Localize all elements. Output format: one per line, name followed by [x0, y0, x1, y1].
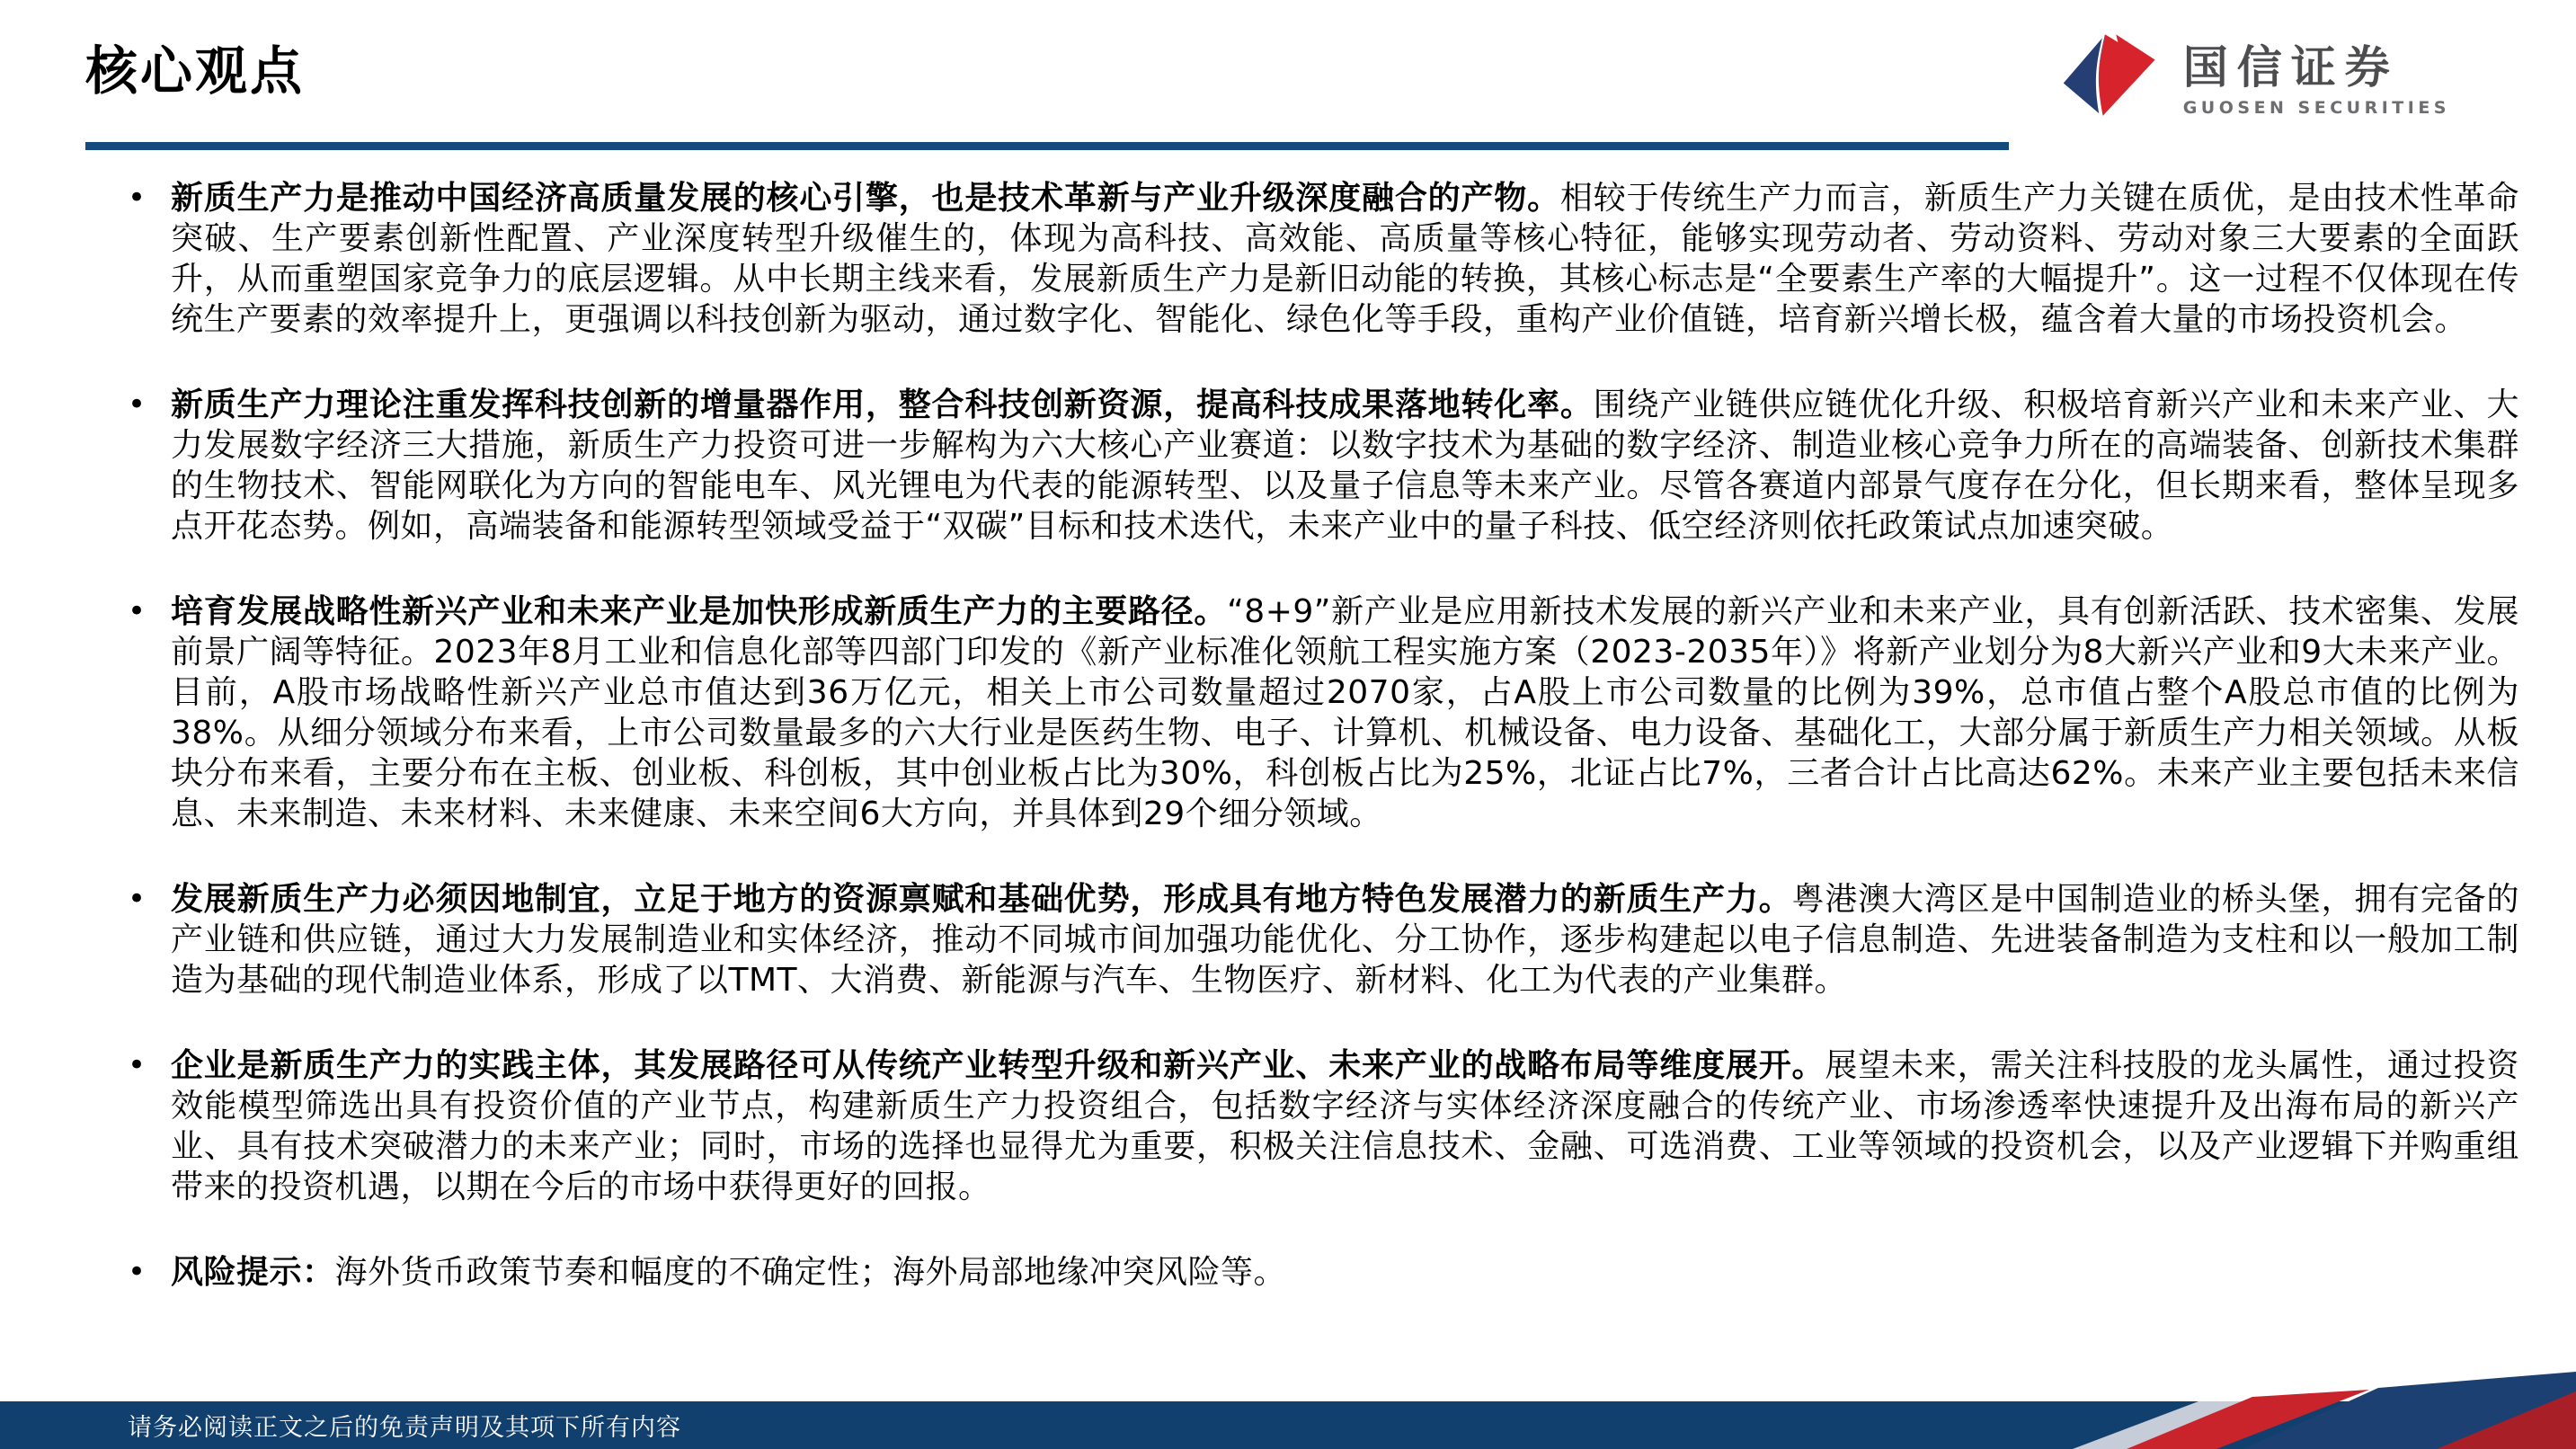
bullet-item-5	[124, 1045, 2519, 1207]
bullet-item-3	[124, 591, 2519, 834]
bullet-lead-3: 培育发展战略性新兴产业和未来产业是加快形成新质生产力的主要路径。	[171, 593, 1228, 630]
bullet-item-2	[124, 385, 2519, 547]
bullet-text-6	[171, 1252, 2519, 1293]
title-underline	[85, 142, 2009, 150]
logo-name-cn: 国信证券	[2182, 41, 2399, 93]
bullet-body-3: “8+9”新产业是应用新技术发展的新兴产业和未来产业，具有创新活跃、技术密集、发展前景广阔等特征。2023年8月工业和信息化部等四部门印发的《新产业标准化领航工程实施方案（2023-2035年）》将新产业划分为8大新兴产业和9大未来产业。目前，A股市场战略性新兴产业总市值达到36万亿元，相关上市公司数量超过2070家，占A股上市公司数量的比例为39%，总市值占整个A股总市值的比例为38%。从细分领域分布来看，上市公司数量最多的六大行业是医药生物、电子、计算机、机械设备、电力设备、基础化工，大部分属于新质生产力相关领域。从板块分布来看，主要分布在主板、创业板、科创板，其中创业板占比为30%，科创板占比为25%，北证占比7%，三者合计占比高达62%。未来产业主要包括未来信息、未来制造、未来材料、未来健康、未来空间6大方向，并具体到29个细分领域。	[171, 593, 2519, 832]
bullet-body-5: 展望未来，需关注科技股的龙头属性，通过投资效能模型筛选出具有投资价值的产业节点，构建新质生产力投资组合，包括数字经济与实体经济深度融合的传统产业、市场渗透率快速提升及出海布局的新兴产业、具有技术突破潜力的未来产业；同时，市场的选择也显得尤为重要，积极关注信息技术、金融、可选消费、工业等领域的投资机会，以及产业逻辑下并购重组带来的投资机遇，以期在今后的市场中获得更好的回报。	[171, 1047, 2519, 1205]
guosen-logo-icon	[2059, 31, 2167, 124]
bullet-marker: •	[128, 593, 147, 629]
bullet-marker: •	[128, 1254, 147, 1290]
bullet-marker: •	[128, 1047, 147, 1083]
bullet-text-3	[171, 591, 2519, 834]
bullet-lead-5: 企业是新质生产力的实践主体，其发展路径可从传统产业转型升级和新兴产业、未来产业的战略布局等维度展开。	[171, 1047, 1825, 1084]
bullet-text-2	[171, 385, 2519, 547]
bullet-marker: •	[128, 180, 147, 216]
bullet-lead-1: 新质生产力是推动中国经济高质量发展的核心引擎，也是技术革新与产业升级深度融合的产物。	[171, 180, 1560, 217]
bullet-item-6	[124, 1252, 2519, 1293]
bullet-body-2: 围绕产业链供应链优化升级、积极培育新兴产业和未来产业、大力发展数字经济三大措施，新质生产力投资可进一步解构为六大核心产业赛道：以数字技术为基础的数字经济、制造业核心竞争力所在的高端装备、创新技术集群的生物技术、智能网联化为方向的智能电车、风光锂电为代表的能源转型、以及量子信息等未来产业。尽管各赛道内部景气度存在分化，但长期来看，整体呈现多点开花态势。例如，高端装备和能源转型领域受益于“双碳”目标和技术迭代，未来产业中的量子科技、低空经济则依托政策试点加速突破。	[171, 387, 2519, 545]
bullet-item-4	[124, 879, 2519, 1000]
bullet-text-1	[171, 178, 2519, 340]
logo-text	[2183, 43, 2450, 118]
bullet-body-6: 海外货币政策节奏和幅度的不确定性；海外局部地缘冲突风险等。	[334, 1254, 1287, 1291]
bullet-lead-6: 风险提示：	[171, 1254, 335, 1291]
bullet-marker: •	[128, 881, 147, 917]
bullet-body-4: 粤港澳大湾区是中国制造业的桥头堡，拥有完备的产业链和供应链，通过大力发展制造业和实体经济，推动不同城市间加强功能优化、分工协作，逐步构建起以电子信息制造、先进装备制造为支柱和以一般加工制造为基础的现代制造业体系，形成了以TMT、大消费、新能源与汽车、生物医疗、新材料、化工为代表的产业集群。	[171, 881, 2519, 999]
bullet-lead-4: 发展新质生产力必须因地制宜，立足于地方的资源禀赋和基础优势，形成具有地方特色发展潜力的新质生产力。	[171, 881, 1792, 918]
bullet-marker: •	[128, 387, 147, 422]
footer-disclaimer: 请务必阅读正文之后的免责声明及其项下所有内容	[128, 1414, 681, 1442]
bullet-list	[124, 178, 2519, 1338]
company-logo	[2059, 31, 2450, 124]
page-title: 核心观点	[85, 40, 306, 102]
bullet-text-5	[171, 1045, 2519, 1207]
logo-name-en: GUOSEN SECURITIES	[2182, 98, 2450, 118]
bullet-item-1	[124, 178, 2519, 340]
bullet-lead-2: 新质生产力理论注重发挥科技创新的增量器作用，整合科技创新资源，提高科技成果落地转化率。	[171, 387, 1594, 423]
bullet-text-4	[171, 879, 2519, 1000]
bullet-body-1: 相较于传统生产力而言，新质生产力关键在质优，是由技术性革命突破、生产要素创新性配置、产业深度转型升级催生的，体现为高科技、高效能、高质量等核心特征，能够实现劳动者、劳动资料、劳动对象三大要素的全面跃升，从而重塑国家竞争力的底层逻辑。从中长期主线来看，发展新质生产力是新旧动能的转换，其核心标志是“全要素生产率的大幅提升”。这一过程不仅体现在传统生产要素的效率提升上，更强调以科技创新为驱动，通过数字化、智能化、绿色化等手段，重构产业价值链，培育新兴增长极，蕴含着大量的市场投资机会。	[171, 180, 2519, 338]
footer-bar	[0, 1401, 2576, 1449]
